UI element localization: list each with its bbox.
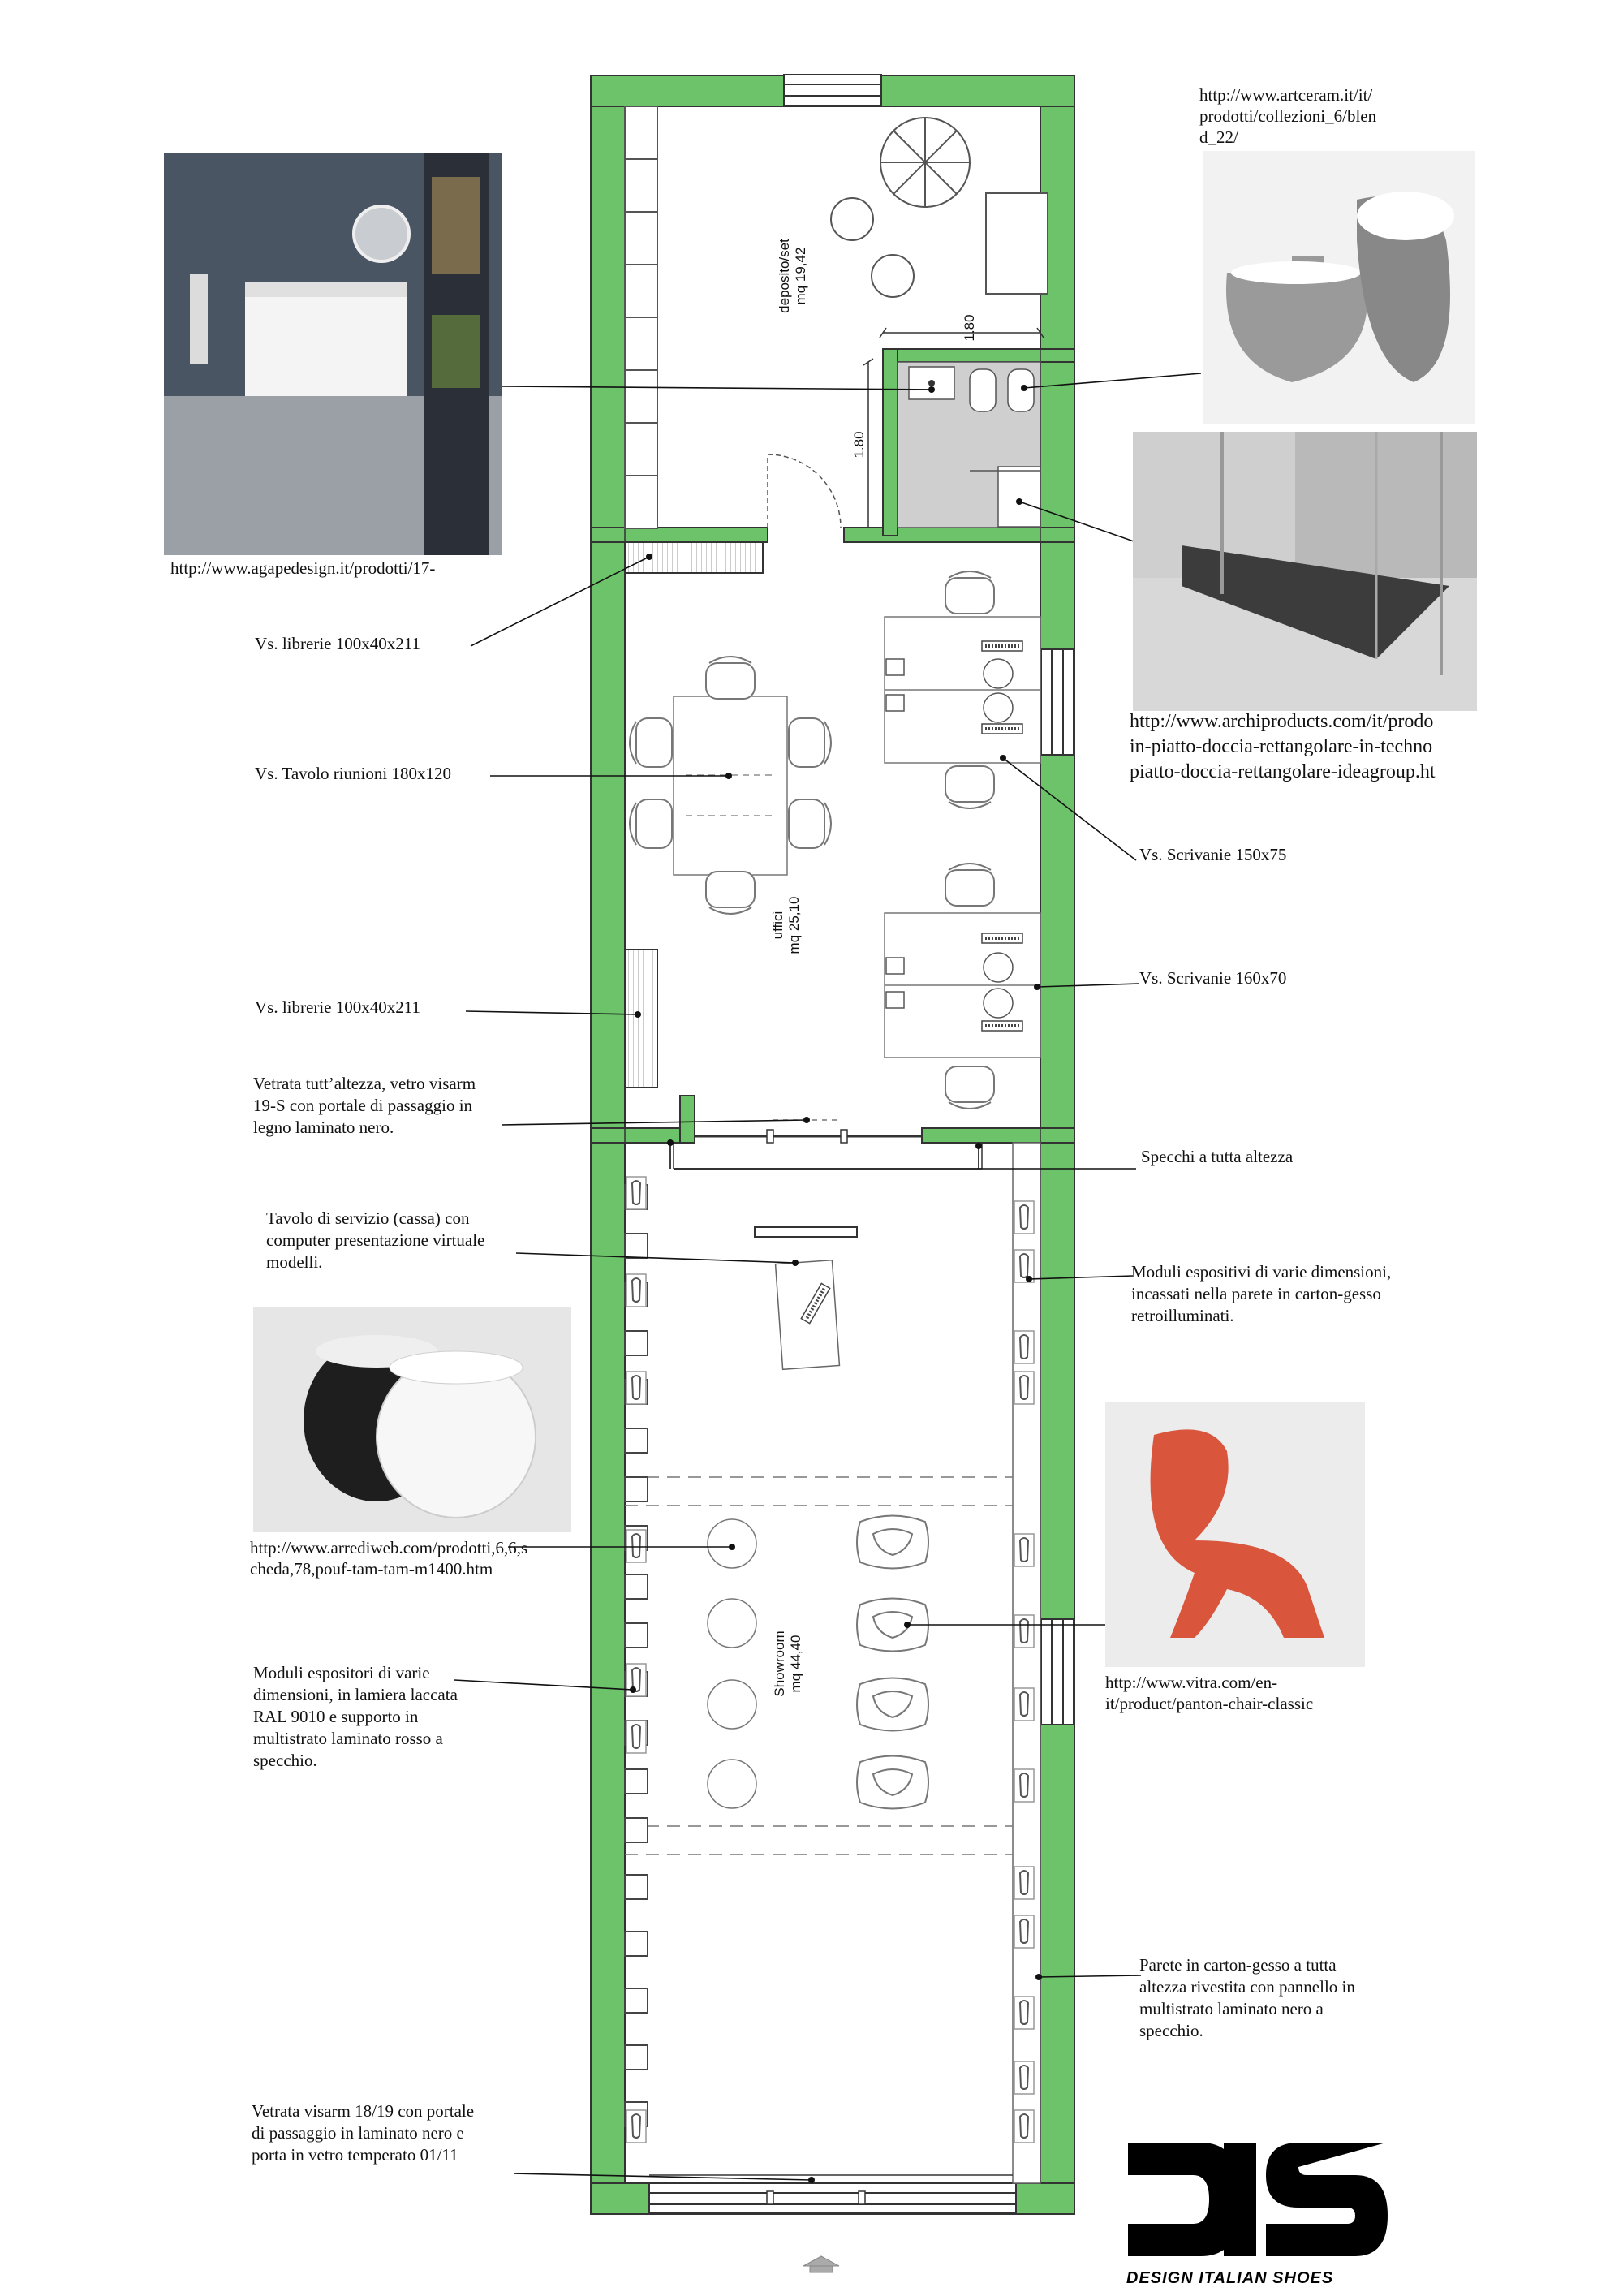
note-line: Vetrata visarm 18/19 con portale bbox=[252, 2101, 475, 2121]
note-line: 19-S con portale di passaggio in bbox=[253, 1096, 473, 1115]
note-specchi: Specchi a tutta altezza bbox=[1141, 1147, 1294, 1166]
link-archiproducts-line[interactable]: in-piatto-doccia-rettangolare-in-techno bbox=[1130, 736, 1433, 757]
note-line: Tavolo di servizio (cassa) con bbox=[266, 1208, 470, 1228]
note-line: altezza rivestita con pannello in bbox=[1139, 1977, 1355, 1997]
note-line: incassati nella parete in carton-gesso bbox=[1131, 1284, 1381, 1303]
link-artceram-line[interactable]: prodotti/collezioni_6/blen bbox=[1199, 106, 1377, 126]
link-archiproducts-line[interactable]: http://www.archiproducts.com/it/prodo bbox=[1130, 711, 1434, 732]
note-tavolo-servizio bbox=[266, 1208, 484, 1273]
link-arrediweb-line[interactable]: cheda,78,pouf-tam-tam-m1400.htm bbox=[250, 1559, 493, 1579]
link-agape[interactable]: http://www.agapedesign.it/prodotti/17- bbox=[170, 558, 436, 578]
link-archiproducts-line[interactable]: piatto-doccia-rettangolare-ideagroup.ht bbox=[1130, 761, 1436, 782]
note-line: Parete in carton-gesso a tutta bbox=[1139, 1955, 1337, 1975]
pouf-photo bbox=[253, 1307, 571, 1532]
link-arrediweb-line[interactable]: http://www.arrediweb.com/prodotti,6,6,s bbox=[250, 1538, 528, 1557]
office-furniture bbox=[625, 542, 1040, 1143]
dimension-label-2: 1.80 bbox=[851, 431, 867, 459]
note-line: Moduli espositori di varie bbox=[253, 1663, 430, 1682]
link-artceram[interactable] bbox=[1199, 84, 1376, 148]
room-label-showroom: Showroom bbox=[772, 1630, 787, 1697]
room-label-uffici: uffici bbox=[770, 911, 786, 940]
link-artceram-line[interactable]: d_22/ bbox=[1199, 127, 1238, 147]
room-area-showroom: mq 44,40 bbox=[788, 1635, 803, 1693]
room-area-deposito: mq 19,42 bbox=[793, 247, 808, 305]
showroom-furniture bbox=[625, 1143, 1040, 2272]
link-arrediweb[interactable] bbox=[250, 1537, 527, 1579]
note-line: di passaggio in laminato nero e bbox=[252, 2123, 464, 2143]
note-line: multistrato laminato nero a bbox=[1139, 1999, 1324, 2018]
link-vitra-line[interactable]: http://www.vitra.com/en- bbox=[1105, 1673, 1278, 1692]
note-line: RAL 9010 e supporto in bbox=[253, 1707, 419, 1726]
link-artceram-line[interactable]: http://www.artceram.it/it/ bbox=[1199, 85, 1373, 105]
note-line: Moduli espositivi di varie dimensioni, bbox=[1131, 1262, 1392, 1282]
note-line: legno laminato nero. bbox=[253, 1118, 394, 1137]
note-vetrata-tutta bbox=[253, 1073, 476, 1139]
panton-chair-photo bbox=[1105, 1402, 1365, 1667]
shower-photo bbox=[1133, 432, 1477, 711]
link-vitra-line[interactable]: it/product/panton-chair-classic bbox=[1105, 1694, 1314, 1713]
note-line: Vetrata tutt’altezza, vetro visarm bbox=[253, 1074, 476, 1093]
logo-tagline: DESIGN ITALIAN SHOES bbox=[1126, 2269, 1334, 2287]
note-line: modelli. bbox=[266, 1252, 323, 1272]
bidet-photo bbox=[1203, 151, 1475, 424]
note-scrivanie-160: Vs. Scrivanie 160x70 bbox=[1139, 968, 1287, 988]
note-moduli-parete bbox=[1131, 1261, 1391, 1327]
note-scrivanie-150: Vs. Scrivanie 150x75 bbox=[1139, 845, 1287, 864]
note-line: computer presentazione virtuale bbox=[266, 1230, 485, 1250]
sink-photo bbox=[164, 153, 502, 555]
note-parete-carton bbox=[1139, 1954, 1355, 2042]
note-line: specchio. bbox=[253, 1751, 317, 1770]
note-line: multistrato laminato rosso a bbox=[253, 1729, 443, 1748]
link-vitra[interactable] bbox=[1105, 1672, 1313, 1714]
note-line: dimensioni, in lamiera laccata bbox=[253, 1685, 458, 1704]
note-line: retroilluminati. bbox=[1131, 1306, 1234, 1325]
note-librerie-top: Vs. librerie 100x40x211 bbox=[255, 634, 420, 653]
room-label-deposito: deposito/set bbox=[777, 239, 792, 313]
note-vetrata-visarm bbox=[252, 2100, 474, 2166]
room-area-uffici: mq 25,10 bbox=[786, 896, 802, 954]
link-archiproducts[interactable] bbox=[1130, 709, 1477, 785]
note-line: specchio. bbox=[1139, 2021, 1203, 2040]
note-tavolo-riunioni: Vs. Tavolo riunioni 180x120 bbox=[255, 764, 451, 783]
note-librerie-bottom: Vs. librerie 100x40x211 bbox=[255, 997, 420, 1017]
dis-logo bbox=[1128, 2143, 1388, 2289]
note-line: porta in vetro temperato 01/11 bbox=[252, 2145, 458, 2165]
dimension-label-1: 1.80 bbox=[962, 314, 977, 342]
note-moduli-lamiera bbox=[253, 1662, 458, 1772]
